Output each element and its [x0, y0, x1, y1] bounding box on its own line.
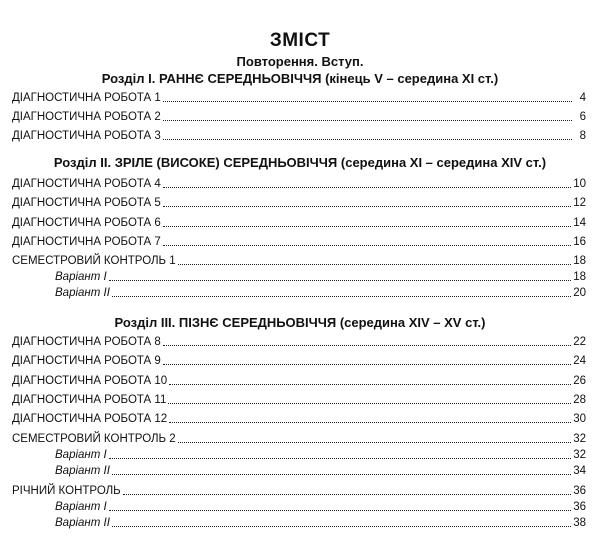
- section-1-name: РАННЄ СЕРЕДНЬОВІЧЧЯ: [158, 71, 322, 86]
- leader-dots: [178, 441, 572, 443]
- toc-entry-page: 8: [579, 130, 586, 142]
- leader-dots: [163, 363, 571, 365]
- leader-dots: [163, 100, 572, 102]
- toc-entry-label: ДІАГНОСТИЧНА РОБОТА 3: [12, 130, 161, 142]
- toc-entry-label: Варіант ІІ: [55, 517, 110, 529]
- toc-entry-page: 12: [573, 197, 586, 209]
- leader-dots: [163, 225, 571, 227]
- leader-dots: [168, 402, 571, 404]
- toc-entry-page: 28: [573, 394, 586, 406]
- leader-dots: [163, 344, 571, 346]
- toc-entry-page: 32: [573, 433, 586, 445]
- leader-dots: [109, 509, 571, 511]
- leader-dots: [163, 205, 571, 207]
- toc-entry-page: 16: [573, 236, 586, 248]
- toc-entry-page: 14: [573, 217, 586, 229]
- toc-entry-label: ДІАГНОСТИЧНА РОБОТА 1: [12, 92, 161, 104]
- toc-entry-label: Варіант І: [55, 501, 107, 513]
- leader-dots: [109, 279, 571, 281]
- toc-entry[interactable]: [12, 410, 586, 426]
- toc-entry[interactable]: [12, 391, 586, 407]
- toc-entry-label: Варіант ІІ: [55, 465, 110, 477]
- leader-dots: [123, 493, 571, 495]
- section-3-period: (середина XIV – XV ст.): [339, 315, 486, 330]
- toc-entry-page: 18: [573, 255, 586, 267]
- toc-entry-label: ДІАГНОСТИЧНА РОБОТА 10: [12, 375, 168, 387]
- toc-entry-page: 32: [573, 449, 586, 461]
- toc-entry-page: 22: [573, 336, 586, 348]
- section-1-period: (кінець V – середина ХІ ст.): [325, 71, 499, 86]
- toc-entry-label: ДІАГНОСТИЧНА РОБОТА 9: [12, 355, 161, 367]
- toc-entry-label: ДІАГНОСТИЧНА РОБОТА 2: [12, 111, 161, 123]
- section-2-name: ЗРІЛЕ (ВИСОКЕ) СЕРЕДНЬОВІЧЧЯ: [114, 155, 338, 170]
- toc-entry[interactable]: [12, 372, 586, 388]
- toc-entry-page: 18: [573, 271, 586, 283]
- section-3-prefix: Розділ ІІІ.: [114, 315, 176, 330]
- toc-entry-page: 34: [573, 465, 586, 477]
- leader-dots: [163, 186, 571, 188]
- toc-entry-label: ДІАГНОСТИЧНА РОБОТА 6: [12, 217, 161, 229]
- toc-entry[interactable]: [12, 482, 586, 498]
- toc-entry-page: 26: [573, 375, 586, 387]
- toc-entry-page: 38: [573, 517, 586, 529]
- leader-dots: [163, 244, 571, 246]
- toc-entry-label: ДІАГНОСТИЧНА РОБОТА 12: [12, 413, 168, 425]
- toc-entry-label: Варіант ІІ: [55, 287, 110, 299]
- section-2-period: (середина ХІ – середина XIV ст.): [340, 155, 547, 170]
- leader-dots: [163, 119, 572, 121]
- toc-entry-page: 4: [579, 92, 586, 104]
- toc-subentry[interactable]: [55, 514, 586, 530]
- leader-dots: [169, 383, 571, 385]
- toc-entry-page: 36: [573, 501, 586, 513]
- section-1-heading: [0, 71, 600, 86]
- section-3-name: ПІЗНЄ СЕРЕДНЬОВІЧЧЯ: [178, 315, 337, 330]
- toc-subentry[interactable]: [55, 462, 586, 478]
- toc-entry[interactable]: [12, 175, 586, 191]
- toc-entry-label: Варіант І: [55, 449, 107, 461]
- toc-entry-label: СЕМЕСТРОВИЙ КОНТРОЛЬ 1: [12, 255, 176, 267]
- toc-entry-page: 6: [579, 111, 586, 123]
- toc-entry[interactable]: [12, 233, 586, 249]
- toc-subentry[interactable]: [55, 498, 586, 514]
- toc-entry[interactable]: [12, 352, 586, 368]
- section-3-heading: [0, 315, 600, 330]
- toc-subentry[interactable]: [55, 284, 586, 300]
- toc-subentry[interactable]: [55, 446, 586, 462]
- toc-subentry[interactable]: [55, 268, 586, 284]
- leader-dots: [169, 421, 571, 423]
- toc-entry[interactable]: [12, 89, 586, 105]
- toc-entry-page: 36: [573, 485, 586, 497]
- toc-entry-label: ДІАГНОСТИЧНА РОБОТА 7: [12, 236, 161, 248]
- toc-entry-label: ДІАГНОСТИЧНА РОБОТА 11: [12, 394, 167, 406]
- toc-entry-label: ДІАГНОСТИЧНА РОБОТА 8: [12, 336, 161, 348]
- page-title: ЗМІСТ: [269, 30, 331, 51]
- section-2-heading: [0, 155, 600, 170]
- toc-entry-label: ДІАГНОСТИЧНА РОБОТА 4: [12, 178, 161, 190]
- section-2-prefix: Розділ ІІ.: [53, 155, 112, 170]
- toc-entry-label: ДІАГНОСТИЧНА РОБОТА 5: [12, 197, 161, 209]
- toc-entry[interactable]: [12, 127, 586, 143]
- toc-entry[interactable]: [12, 108, 586, 124]
- leader-dots: [112, 295, 571, 297]
- toc-entry[interactable]: [12, 194, 586, 210]
- toc-entry-page: 24: [573, 355, 586, 367]
- leader-dots: [112, 525, 571, 527]
- intro-heading: Повторення. Вступ.: [236, 54, 364, 69]
- toc-entry[interactable]: [12, 430, 586, 446]
- toc-entry[interactable]: [12, 214, 586, 230]
- toc-entry[interactable]: [12, 252, 586, 268]
- toc-entry-page: 20: [573, 287, 586, 299]
- leader-dots: [112, 473, 571, 475]
- toc-entry-label: РІЧНИЙ КОНТРОЛЬ: [12, 485, 121, 497]
- toc-entry-page: 10: [573, 178, 586, 190]
- section-1-prefix: Розділ І.: [101, 71, 156, 86]
- toc-entry-label: Варіант І: [55, 271, 107, 283]
- leader-dots: [178, 263, 572, 265]
- leader-dots: [109, 457, 571, 459]
- toc-entry-label: СЕМЕСТРОВИЙ КОНТРОЛЬ 2: [12, 433, 176, 445]
- leader-dots: [163, 138, 572, 140]
- toc-entry[interactable]: [12, 333, 586, 349]
- toc-entry-page: 30: [573, 413, 586, 425]
